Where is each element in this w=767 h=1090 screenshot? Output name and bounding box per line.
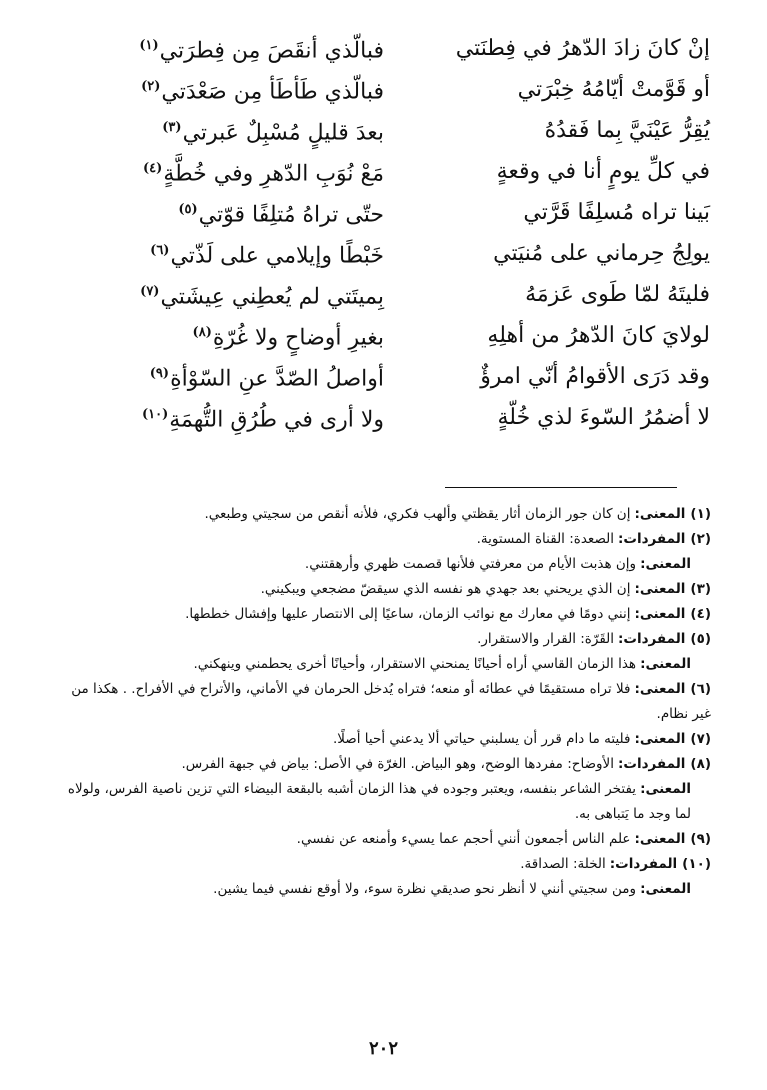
footnote-text: يفتخر الشاعر بنفسه، ويعتبر وجوده في هذا الزمان أشبه بالبقعة البيضاء التي تزين ناصية الفرس، ولولاه لما وجد ما يَتباهى به.	[67, 781, 691, 822]
verse	[70, 69, 710, 110]
verse-second-hemistich	[74, 230, 384, 276]
footnote-text: إنني دومًا في معارك مع نوائب الزمان، ساعيًا إلى الانتصار عليها وإفشال خططها.	[185, 606, 631, 622]
footnote-label: المعنى:	[634, 581, 686, 597]
footnote-label: المفردات:	[609, 856, 678, 872]
footnote-text: هذا الزمان القاسي أراه أحيانًا يمنحني الاستقرار، وأحيانًا أخرى يحطمني وينهكني.	[193, 656, 637, 672]
footnote	[56, 877, 711, 902]
footnote-number: (٤)	[690, 606, 711, 622]
footnote-label: المفردات:	[618, 631, 686, 647]
verse	[70, 192, 710, 233]
footnote-marker: (٦)	[150, 243, 170, 259]
footnote-marker: (٢)	[141, 79, 161, 95]
footnote-number: (١٠)	[682, 856, 711, 872]
verse	[70, 356, 710, 397]
footnote	[56, 577, 711, 602]
footnote-number: (٢)	[690, 531, 711, 547]
footnote-number: (٦)	[690, 681, 711, 697]
verse	[70, 233, 710, 274]
verse-first-hemistich: لولايَ كانَ الدّهرُ من أهلِهِ	[487, 323, 710, 348]
verse-first-hemistich: أو قَوَّمتْ أيّامُهُ خِبْرَتي	[517, 77, 710, 102]
hemistich-text: بغيرِ أوضاحٍ ولا غُرّةِ	[212, 325, 384, 351]
verse	[70, 110, 710, 151]
footnote-marker: (٩)	[149, 366, 170, 382]
footnote-number: (٧)	[690, 731, 711, 747]
verse	[70, 397, 710, 438]
footnote	[56, 627, 711, 652]
footnote-text: القَرّة: القرار والاستقرار.	[477, 631, 615, 647]
footnote-text: الصعدة: القناة المستوية.	[476, 531, 615, 547]
verse-second-hemistich	[74, 107, 384, 153]
footnote-text: فلا تراه مستقيمًا في عطائه أو منعه؛ فتراه يُدخل الحرمان في الأماني، والأتراح في الأفراح. . هكذا من غير نظام.	[71, 681, 711, 722]
footnote-marker: (١)	[139, 38, 159, 54]
verse-second-hemistich	[74, 189, 384, 235]
verse	[70, 315, 710, 356]
verse	[70, 28, 710, 69]
verse-second-hemistich	[74, 312, 384, 358]
footnote-label: المفردات:	[618, 531, 686, 547]
footnote-marker: (٨)	[192, 325, 212, 341]
footnote	[56, 602, 711, 627]
footnote-number: (١)	[690, 506, 711, 522]
footnote-number: (٨)	[690, 756, 711, 772]
verse-first-hemistich: لا أضمُرُ السّوءَ لذي خُلّةٍ	[497, 405, 710, 430]
footnote-marker: (٥)	[178, 202, 198, 218]
verse-first-hemistich: في كلِّ يومٍ أنا في وقعةٍ	[496, 159, 710, 184]
footnote-label: المفردات:	[618, 756, 686, 772]
footnote-marker: (٣)	[162, 120, 182, 136]
hemistich-text: بِميتَتي لم يُعطِني عِيشَتي	[160, 284, 384, 310]
hemistich-text: خَبْطًا وإيلامي على لَذّتي	[170, 243, 384, 269]
verse	[70, 274, 710, 315]
hemistich-text: مَعْ نُوَبِ الدّهرِ وفي خُطَّةٍ	[163, 161, 384, 187]
verse-first-hemistich: يولِجُ حِرماني على مُنيَتي	[493, 241, 710, 266]
poem	[70, 28, 710, 438]
footnote-label: المعنى:	[634, 506, 686, 522]
footnote-text: الخلة: الصداقة.	[520, 856, 606, 872]
verse-second-hemistich	[74, 394, 384, 440]
verse-first-hemistich: وقد دَرَى الأقوامُ أنّي امرؤٌ	[480, 364, 710, 389]
verse-first-hemistich: يُقِرُّ عَيْنَيَّ بِما فَقدُهُ	[544, 118, 710, 143]
footnote-divider	[445, 487, 677, 488]
verse	[70, 151, 710, 192]
footnote-label: المعنى:	[640, 656, 691, 672]
footnote	[56, 552, 711, 577]
footnote-label: المعنى:	[634, 606, 686, 622]
footnote-text: وإن هذبت الأيام من معرفتي فلأنها قصمت ظهري وأرهقتني.	[304, 556, 637, 572]
footnote	[56, 727, 711, 752]
footnote-label: المعنى:	[640, 881, 691, 897]
verse-first-hemistich: إنْ كانَ زادَ الدّهرُ في فِطنَتي	[455, 36, 710, 61]
footnote-text: إن الذي يريحني بعد جهدي هو نفسه الذي سيقضّ مضجعي ويبكيني.	[260, 581, 631, 597]
footnote-text: الأوضاح: مفردها الوضح، وهو البياض. الغرّة في الأصل: بياض في جبهة الفرس.	[181, 756, 615, 772]
verse-second-hemistich	[74, 148, 384, 194]
footnote-label: المعنى:	[634, 681, 686, 697]
footnote-label: المعنى:	[640, 556, 691, 572]
footnote-text: فليته ما دام قرر أن يسلبني حياتي ألا يدعني أحيا أصلًا.	[332, 731, 631, 747]
footnote	[56, 852, 711, 877]
hemistich-text: ولا أرى في طُرُقِ التُّهمَةِ	[169, 407, 384, 433]
hemistich-text: فبالّذي طَأطَأ مِن صَعْدَتي	[161, 79, 384, 105]
footnote-text: ومن سجيتي أنني لا أنظر نحو صديقي نظرة سوء، ولا أوقع نفسي فيما يشين.	[213, 881, 637, 897]
page-number: ٢٠٢	[368, 1038, 398, 1059]
footnote-label: المعنى:	[640, 781, 691, 797]
footnote	[56, 652, 711, 677]
hemistich-text: حتّى تراهُ مُتلِفًا قوّتي	[198, 202, 384, 228]
footnote-marker: (٧)	[140, 284, 160, 300]
footnote-text: إن كان جور الزمان أثار يقظتي وألهب فكري، فلأنه أنقص من سجيتي وطبعي.	[204, 506, 631, 522]
footnote-number: (٥)	[690, 631, 711, 647]
footnote	[56, 752, 711, 777]
hemistich-text: بعدَ قليلٍ مُسْبِلٌ عَبرتي	[182, 120, 384, 146]
verse-first-hemistich: بَينا تراه مُسلِفًا قَرَّتي	[523, 200, 710, 225]
verse-second-hemistich	[74, 25, 384, 71]
footnotes	[56, 502, 711, 902]
verse-first-hemistich: فليتَهُ لمّا طَوى عَزمَهُ	[525, 282, 710, 307]
hemistich-text: فبالّذي أنقَصَ مِن فِطرَتي	[159, 38, 384, 64]
verse-second-hemistich	[74, 271, 384, 317]
footnote-marker: (٤)	[143, 161, 163, 177]
verse-second-hemistich	[74, 66, 384, 112]
footnote-text: علم الناس أجمعون أنني أحجم عما يسيء وأمنعه عن نفسي.	[296, 831, 631, 847]
footnote	[56, 827, 711, 852]
footnote	[56, 502, 711, 527]
footnote	[56, 527, 711, 552]
footnote	[56, 677, 711, 727]
verse-second-hemistich	[74, 353, 384, 399]
footnote-number: (٣)	[690, 581, 711, 597]
footnote	[56, 777, 711, 827]
footnote-label: المعنى:	[634, 831, 686, 847]
footnote-number: (٩)	[690, 831, 711, 847]
hemistich-text: أواصلُ الصّدَّ عنِ السّوْأةِ	[170, 366, 384, 392]
footnote-marker: (١٠)	[141, 407, 169, 423]
footnote-label: المعنى:	[634, 731, 686, 747]
